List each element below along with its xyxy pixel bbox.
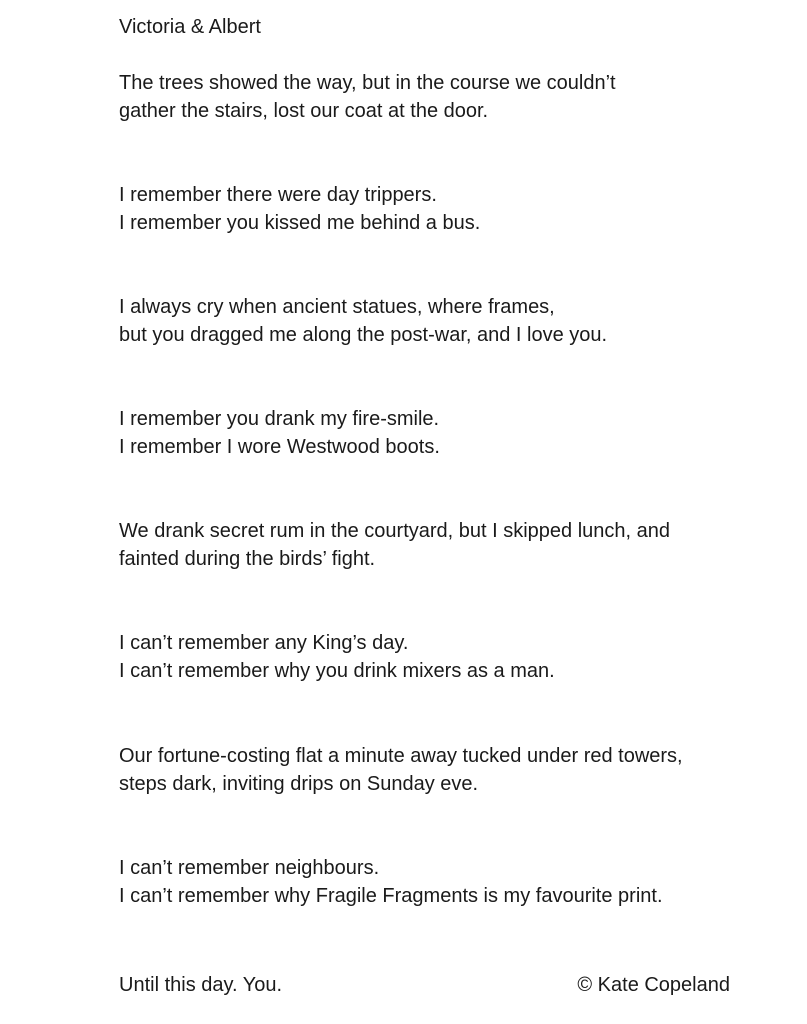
stanza-line: I can’t remember neighbours. — [119, 857, 380, 879]
stanza-8 — [119, 854, 663, 910]
stanza-line: I remember there were day trippers. — [119, 184, 437, 206]
stanza-7 — [119, 742, 683, 798]
copyright-notice: © Kate Copeland — [577, 974, 730, 996]
stanza-2 — [119, 181, 480, 237]
closing-line: Until this day. You. — [119, 974, 283, 996]
stanza-5 — [119, 517, 670, 573]
stanza-line: I can’t remember why Fragile Fragments is my favourite print. — [119, 885, 663, 907]
stanza-line: I remember I wore Westwood boots. — [119, 436, 440, 458]
stanza-line: I remember you kissed me behind a bus. — [119, 212, 481, 234]
stanza-line: I always cry when ancient statues, where frames, — [119, 296, 555, 318]
poem-title: Victoria & Albert — [119, 16, 261, 38]
stanza-line: Our fortune-costing flat a minute away tucked under red towers, — [119, 745, 683, 767]
stanza-line: I can’t remember any King’s day. — [119, 632, 409, 654]
stanza-line: I can’t remember why you drink mixers as a man. — [119, 660, 555, 682]
stanza-1 — [119, 69, 616, 125]
stanza-line: but you dragged me along the post-war, and I love you. — [119, 324, 608, 346]
stanza-line: gather the stairs, lost our coat at the door. — [119, 100, 489, 122]
stanza-6 — [119, 629, 555, 685]
stanza-line: fainted during the birds’ fight. — [119, 548, 376, 570]
stanza-4 — [119, 405, 440, 461]
stanza-line: I remember you drank my fire-smile. — [119, 408, 440, 430]
stanza-3 — [119, 293, 607, 349]
stanza-line: steps dark, inviting drips on Sunday eve. — [119, 773, 479, 795]
stanza-line: The trees showed the way, but in the course we couldn’t — [119, 72, 616, 94]
stanza-line: We drank secret rum in the courtyard, but I skipped lunch, and — [119, 520, 671, 542]
